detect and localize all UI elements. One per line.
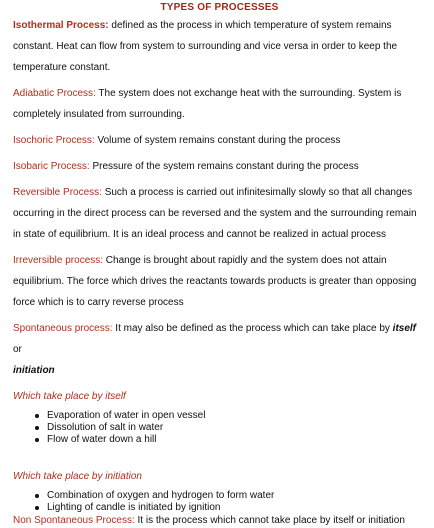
list-item: Dissolution of salt in water: [35, 422, 426, 434]
isothermal-line-2: constant. Heat can flow from system to surrounding and vice versa in order to keep the: [13, 41, 398, 52]
isobaric-term: Isobaric Process:: [13, 161, 90, 172]
non-spontaneous-definition: Non Spontaneous Process: It is the process which cannot take place by itself or initiation: [13, 515, 405, 526]
irreversible-line-2: equilibrium. The force which drives the reactants towards products is greater than opposing: [13, 276, 417, 287]
list-item: Combination of oxygen and hydrogen to form water: [35, 490, 426, 502]
reversible-definition: Reversible Process: Such a process is carried out infinitesimally slowly so that all changes: [13, 187, 413, 198]
list-item: Flow of water down a hill: [35, 434, 426, 446]
adiabatic-definition: Adiabatic Process: The system does not exchange heat with the surrounding. System is: [13, 88, 402, 99]
irreversible-line-3: force which is to carry reverse process: [13, 297, 184, 308]
spontaneous-definition: Spontaneous process: It may also be defined as the process which can take place by itself or: [13, 323, 417, 355]
by-initiation-list: [13, 490, 426, 514]
isothermal-line-3: temperature constant.: [13, 62, 111, 73]
isochoric-definition: Isochoric Process: Volume of system remains constant during the process: [13, 135, 341, 146]
isochoric-term: Isochoric Process:: [13, 135, 95, 146]
spontaneous-term: Spontaneous process:: [13, 323, 113, 334]
reversible-term: Reversible Process:: [13, 187, 102, 198]
non-spontaneous-term: Non Spontaneous Process:: [13, 515, 135, 526]
page-title: TYPES OF PROCESSES: [160, 2, 279, 13]
list-item: Evaporation of water in open vessel: [35, 410, 426, 422]
by-initiation-heading: Which take place by initiation: [13, 471, 142, 482]
reversible-line-2: occurring in the direct process can be reversed and the system and the surrounding remain: [13, 208, 417, 219]
adiabatic-term: Adiabatic Process:: [13, 88, 96, 99]
isobaric-definition: Isobaric Process: Pressure of the system remains constant during the process: [13, 161, 359, 172]
irreversible-term: Irreversible process:: [13, 255, 104, 266]
isothermal-definition: Isothermal Process: defined as the process in which temperature of system remains: [13, 20, 392, 31]
spontaneous-line-2: initiation: [13, 365, 55, 376]
by-itself-list: [13, 410, 426, 446]
irreversible-definition: Irreversible process: Change is brought about rapidly and the system does not attain: [13, 255, 387, 266]
list-item: Lighting of candle is initiated by ignition: [35, 502, 426, 514]
reversible-line-3: in state of equilibrium. It is an ideal process and cannot be realized in actual process: [13, 229, 386, 240]
isothermal-term: Isothermal Process:: [13, 20, 109, 31]
adiabatic-line-2: completely insulated from surrounding.: [13, 109, 185, 120]
by-itself-heading: Which take place by itself: [13, 391, 126, 402]
